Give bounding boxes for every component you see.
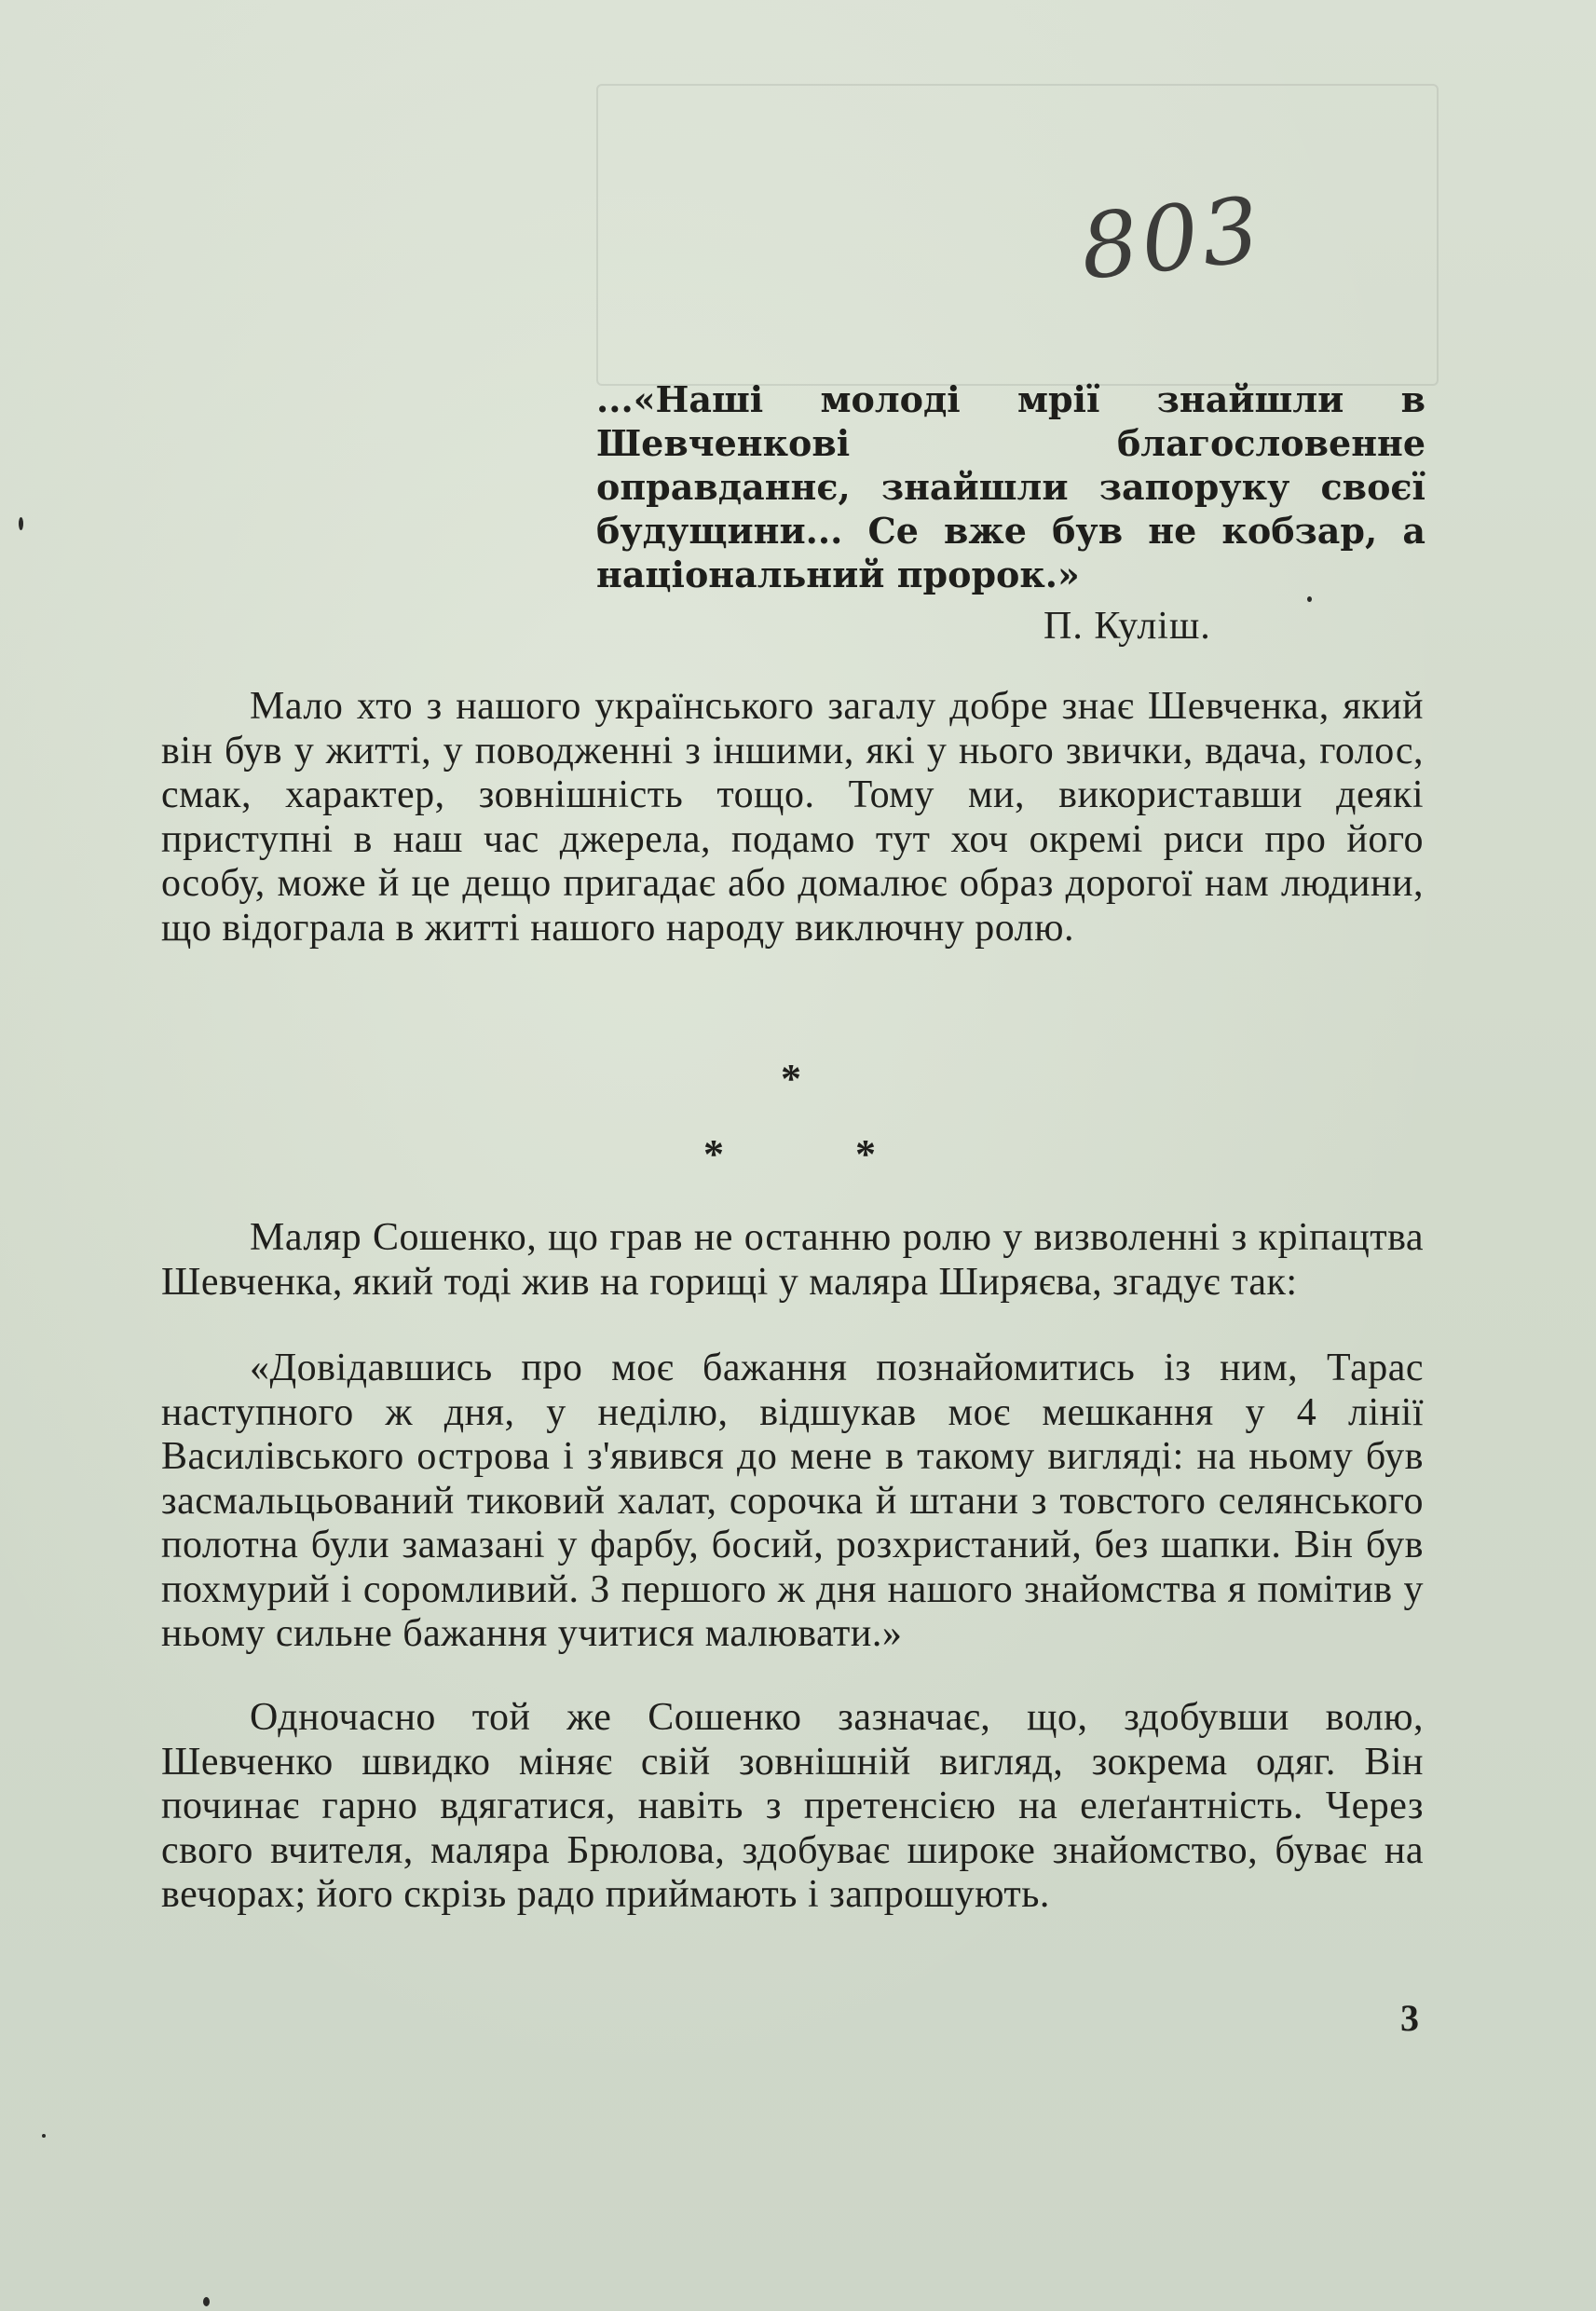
paragraph-soshenko: Маляр Сошенко, що грав не останню ролю у визволенні з кріпацтва Шевченка, який тоді жив на горищі у маляра Ширяєва, згадує так: [161,1216,1424,1304]
asterism-star-right: * [855,1131,876,1177]
dust-speck [203,2297,210,2306]
paragraph-quote: «Довідавшись про моє бажання познайомитись із ним, Тарас наступного ж дня, у неділю, відшукав моє мешкання у 4 лінії Василівського острова і з'явився до мене в такому вигляді: на ньому був засмальцьований тиковий халат, сорочка й штани з товстого селянського полотна були замазані у фарбу, босий, розхристаний, без шапки. Він був похмурий і соромливий. З першого ж дня нашого знайомства я помітив у ньому сильне бажання учитися малювати.» [161,1347,1424,1655]
asterism-star-top: * [781,1056,801,1101]
epigraph-quote: ...«Наші молоді мрії знайшли в Шевченкові благословенне оправданнє, знайшли запоруку своєї будущини... Се вже був не кобзар, а національний пророк.» [596,378,1425,595]
dust-speck [42,2134,46,2138]
handwritten-number: 803 [1075,177,1268,300]
asterism-star-left: * [703,1131,724,1177]
paragraph-conclusion: Одночасно той же Сошенко зазначає, що, здобувши волю, Шевченко швидко міняє свій зовнішній вигляд, зокрема одяг. Він починає гарно вдягатися, навіть з претенсією на елеґантність. Через свого вчителя, маляра Брюлова, здобуває широке знайомство, буває на вечорах; його скрізь радо приймають і запрошують. [161,1696,1424,1916]
paragraph-intro: Мало хто з нашого українського загалу добре знає Шевченка, який він був у житті, у поводженні з іншими, які у нього звички, вдача, голос, смак, характер, зовнішність тощо. Тому ми, використавши деякі приступні в наш час джерела, подамо тут хоч окремі риси про його особу, може й це дещо пригадає або домалює образ дорогої нам людини, що відограла в житті нашого народу виключну ролю. [161,685,1424,950]
dust-speck [1307,596,1312,602]
epigraph-author: П. Куліш. [1044,605,1211,648]
page-number: 3 [1400,1997,1419,2039]
faded-stamp [596,84,1439,386]
dust-speck [19,517,23,530]
